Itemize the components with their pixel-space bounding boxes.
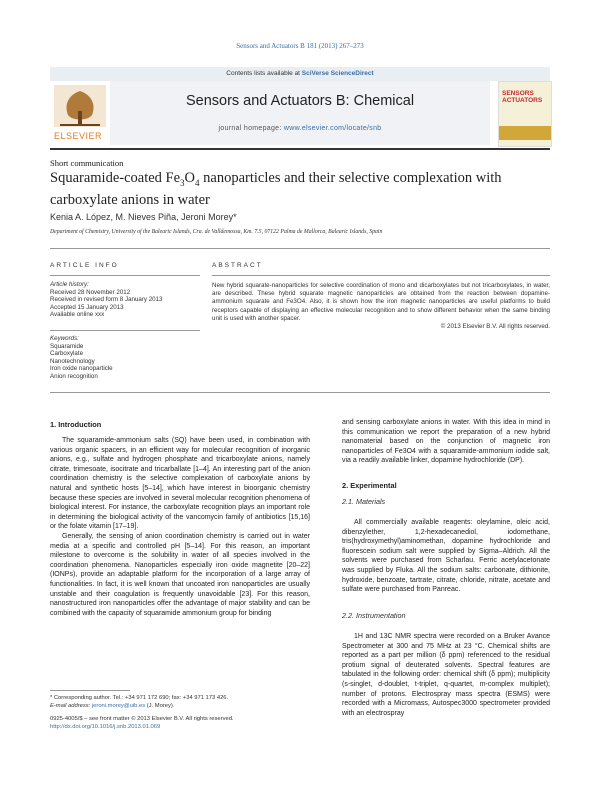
instrumentation-heading: 2.2. Instrumentation — [342, 611, 406, 620]
issn-line: 0925-4005/$ – see front matter © 2013 Elsevier B.V. All rights reserved. — [50, 716, 234, 723]
article-title: Squaramide-coated $Fe_3O_4$ nanoparticles and their selective complexation with carboxylate anions in water — [50, 170, 502, 208]
abstract — [212, 282, 550, 331]
sciencedirect-link[interactable]: SciVerse ScienceDirect — [301, 70, 374, 77]
running-head: Sensors and Actuators B 181 (2013) 267–273 — [236, 42, 364, 50]
instrumentation-body — [342, 632, 550, 718]
abstract-text: New hybrid squarate-nanoparticles for selective coordination of mono and dicarboxylates but not tricarboxylates, in water, are described. These hybrid squarate magnetic nanoparticles are obtained from the reaction between dopamine-ammonium squarate and Fe3O4. Also, it is shown how the iron magnetic nanoparticles are useful platforms to build receptors capable of displaying an effective molecular recognition and to show different behavior when the same binding unit is used with another spacer. — [212, 282, 550, 322]
doi-link[interactable]: http://dx.doi.org/10.1016/j.snb.2013.01.069 — [50, 723, 161, 730]
email-label: E-mail address: — [50, 702, 92, 709]
keyword: Carboxylate — [50, 350, 84, 358]
materials-heading: 2.1. Materials — [342, 497, 386, 506]
right-paragraph-1: and sensing carboxylate anions in water. With this idea in mind in this communication we report the preparation of a new hybrid nanomaterial based on the conjunction of magnetic iron nanoparticles of Fe3O4 with a squaramide-ammonium iodide salt, via a readily available linker, dopamine hydrochloride (DP). — [342, 419, 550, 465]
footnotes — [50, 695, 310, 731]
experimental-heading: 2. Experimental — [342, 481, 397, 490]
abstract-bottom-rule — [50, 392, 550, 393]
right-column-top — [342, 418, 550, 466]
keyword: Nanotechnology — [50, 357, 95, 365]
article-type: Short communication — [50, 158, 124, 168]
intro-paragraph-2: Generally, the sensing of anion coordination chemistry is carried out in water media at a specific and controlled pH [5–14]. For this reason, an important milestone to overcome is the solubility in water of all species involved in the coordination phenomena. Nanoparticles especially iron oxide magnetite [20–22] (IONPs), provide an adaptable platform for the incorporation of a large array of functionalities. In fact, it is well known that uncoated iron nanoparticles are usually unstable and their coagulation is frequently unavoidable [23]. For this reason, nanostructured iron nanoparticles offer the advantage of major stability and can be combined with the capacity of squaramide ammonium group for binding — [50, 532, 310, 617]
email-suffix: (J. Morey). — [145, 702, 175, 709]
contents-bar — [50, 67, 550, 81]
keyword: Iron oxide nanoparticle — [50, 365, 113, 373]
intro-paragraph-1: The squaramide-ammonium salts (SQ) have been used, in combination with various organic spacers, in an efficient way for molecular recognition of inorganic anions, e.g., sulfate and hydrogen phosphate and tricarboxylate anions, namely citrate, trimesoate, isocitrate and tricarballate [1–4]. An interesting part of the anion coordination chemistry is the selective complexation of carboxylate anions by natural and synthetic hosts [5–14], which have interest in bioorganic chemistry because these species are involved in several molecular recognition phenomena of biological interest. For instance, the carboxylate recognition plays an important role in determining the biological activity of the vancomycin family of antibiotics [15,16] or the folate vitamin [17–19]. — [50, 437, 310, 531]
info-rule — [50, 275, 200, 276]
journal-banner — [110, 81, 490, 145]
keywords-label: Keywords: — [50, 335, 79, 342]
keywords — [50, 335, 200, 381]
copyright: © 2013 Elsevier B.V. All rights reserved. — [440, 323, 550, 331]
journal-cover — [498, 81, 552, 147]
materials-body — [342, 518, 550, 595]
history-revised: Received in revised form 8 January 2013 — [50, 296, 163, 304]
history-received: Received 28 November 2012 — [50, 288, 131, 296]
instrumentation-paragraph: 1H and 13C NMR spectra were recorded on a Bruker Avance Spectrometer at 300 and 75 MHz at 23 °C. Chemical shifts are reported as a part per million (δ ppm) referenced to the residual protium signal of deuterated solvents. Spectral features are tabulated in the following order: chemical shift (δ ppm); multiplicity (s-singlet, d-doublet, t-triplet, q-quartet, m-complex multiplet); number of protons. Electrospray mass spectra (ESMS) were recorded with a Micromass, Autospec3000 spectrometer provided with an electrospray — [342, 633, 550, 717]
history-accepted: Accepted 15 January 2013 — [50, 303, 124, 311]
header-rule — [50, 148, 550, 150]
corresponding-author: * Corresponding author. Tel.: +34 971 172 690; fax: +34 971 173 426. — [50, 695, 229, 701]
homepage-prefix: journal homepage: — [218, 125, 284, 132]
history-online: Available online xxx — [50, 311, 105, 319]
cover-line-1: SENSORS — [502, 90, 534, 97]
title-rule — [50, 248, 550, 249]
abstract-rule — [212, 275, 550, 276]
email-link[interactable]: jeroni.morey@uib.es — [91, 702, 146, 709]
info-rule-2 — [50, 330, 200, 331]
article-history — [50, 281, 200, 319]
keyword: Anion recognition — [50, 372, 98, 380]
contents-line — [50, 70, 550, 77]
intro-body — [50, 436, 310, 618]
journal-homepage — [50, 125, 550, 132]
journal-title: Sensors and Actuators B: Chemical — [185, 93, 415, 109]
cover-line-2: ACTUATORS — [502, 97, 543, 104]
authors: Kenia A. López, M. Nieves Piña, Jeroni Morey* — [50, 212, 237, 222]
homepage-link[interactable]: www.elsevier.com/locate/snb — [283, 125, 382, 132]
cover-stripe — [499, 126, 551, 140]
article-info-heading: ARTICLE INFO — [50, 262, 119, 269]
affiliation: Department of Chemistry, University of the Balearic Islands, Cra. de Valldemossa, Km. 7.5, 07122 Palma de Mallorca, Balearic Islands, Spain — [50, 229, 383, 235]
materials-paragraph: All commercially available reagents: oleylamine, oleic acid, dibenzylether, 1,2-hexadecanediol, iodomethane, tris(hydroxymethyl)aminomethan, dopamine hydrochloride and fluorescein sodium salt were supplied by Sigma–Aldrich. All the solvents were purchased from Scharlau. Ferric acetylacetonate was supplied by Fluka. All the sodium salts: carbonate, dithionite, hydroxide, benzoate, tartrate, citrate, chloride, nitrate, acetate and sulfate were purchased from Panreac. — [342, 519, 550, 594]
history-label: Article history: — [50, 281, 89, 288]
keyword: Squaramide — [50, 342, 84, 350]
elsevier-wordmark: ELSEVIER — [54, 131, 103, 141]
intro-heading: 1. Introduction — [50, 420, 102, 429]
cover-title — [502, 90, 542, 104]
abstract-heading: ABSTRACT — [212, 262, 263, 269]
footnote-rule — [50, 690, 130, 691]
journal-header — [50, 67, 550, 145]
contents-prefix: Contents lists available at — [226, 70, 302, 77]
